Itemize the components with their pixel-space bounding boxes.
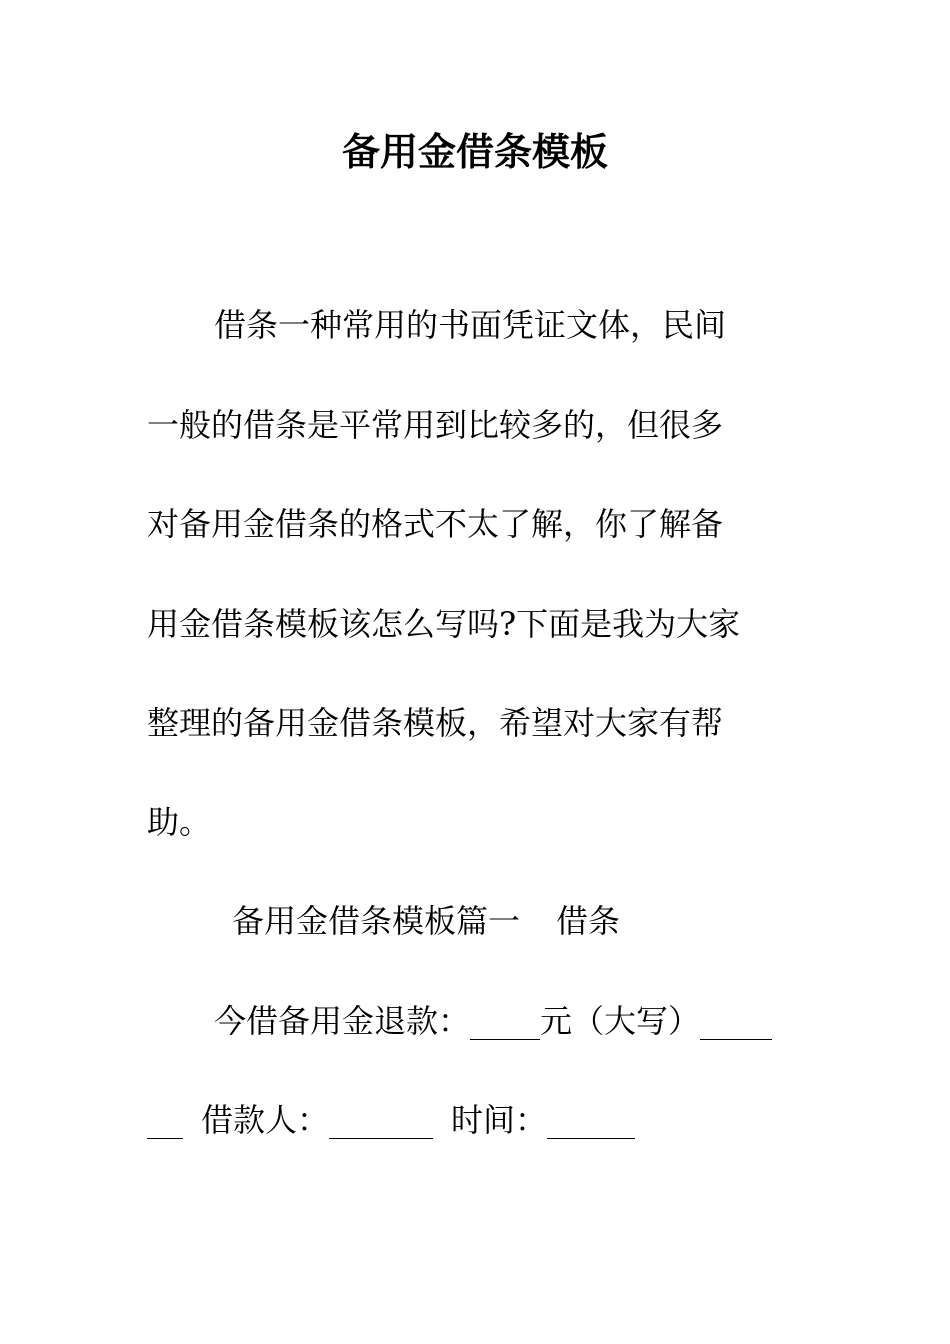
section-heading bbox=[232, 896, 620, 946]
form-line-amount bbox=[214, 996, 772, 1046]
intro-line-6: 助。 bbox=[147, 803, 212, 841]
intro-line-5: 整理的备用金借条模板，希望对大家有帮 bbox=[147, 704, 724, 742]
intro-line-3: 对备用金借条的格式不太了解，你了解备 bbox=[147, 505, 724, 543]
intro-line-1: 借条一种常用的书面凭证文体，民间 bbox=[214, 306, 727, 344]
amount-blank bbox=[470, 1005, 540, 1040]
intro-line-2: 一般的借条是平常用到比较多的，但很多 bbox=[147, 406, 724, 444]
section-heading-right: 借条 bbox=[556, 902, 621, 940]
time-label: 时间： bbox=[451, 1101, 548, 1139]
form-line-borrower bbox=[147, 1095, 635, 1145]
borrower-label: 借款人： bbox=[201, 1101, 330, 1139]
intro-line-4: 用金借条模板该怎么写吗?下面是我为大家 bbox=[147, 605, 741, 643]
time-blank bbox=[547, 1104, 635, 1139]
document-title: 备用金借条模板 bbox=[341, 129, 608, 174]
amount-label: 今借备用金退款： bbox=[214, 1002, 471, 1040]
borrower-blank bbox=[329, 1104, 433, 1139]
amount-uppercase-blank bbox=[700, 1005, 772, 1040]
amount-uppercase-blank-cont bbox=[147, 1104, 183, 1139]
section-heading-left: 备用金借条模板篇一 bbox=[232, 902, 521, 940]
amount-uppercase-label: 元（大写） bbox=[540, 1002, 701, 1040]
